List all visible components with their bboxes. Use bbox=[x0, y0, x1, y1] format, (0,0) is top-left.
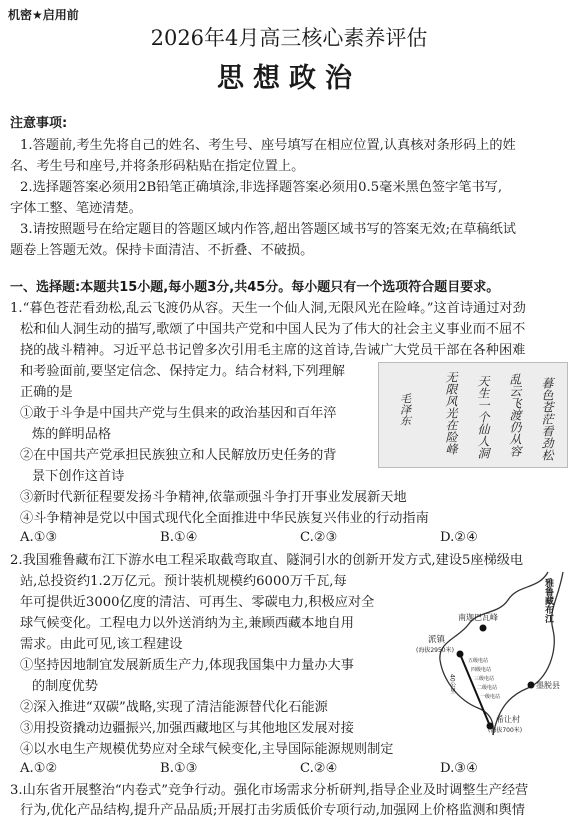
subject-title: 思想政治 bbox=[217, 63, 361, 94]
q1-option-cont: 炼的鲜明品格 bbox=[32, 427, 112, 442]
station-label: 一级电站 bbox=[480, 694, 501, 700]
station-label: 三级电站 bbox=[474, 676, 495, 682]
confidential-label: 机密★启用前 bbox=[8, 8, 79, 22]
river-map bbox=[398, 570, 570, 746]
section-heading: 一、选择题:本题共15小题,每小题3分,共45分。每小题只有一个选项符合题目要求。 bbox=[10, 280, 500, 295]
village-label: 希让村 bbox=[496, 715, 520, 724]
notice-heading: 注意事项: bbox=[10, 116, 68, 131]
q3-stem: 3.山东省开展整治“内卷式”竞争行动。强化市场需求分析研判,指导企业及时调整生产经营 bbox=[10, 783, 529, 798]
q1-stem: 松和仙人洞生动的描写,歌颂了中国共产党和中国人民为了伟大的社会主义事业而不屈不 bbox=[20, 322, 526, 337]
q2-option: ④以水电生产规模优势应对全球气候变化,主导国际能源规则制定 bbox=[20, 742, 394, 757]
q1-answer-d: D.②④ bbox=[440, 530, 478, 545]
q1-option: ③新时代新征程要发扬斗争精神,依靠顽强斗争打开事业发展新天地 bbox=[20, 490, 407, 505]
notice-line: 题卷上答题无效。保持卡面清洁、不折叠、不破损。 bbox=[10, 243, 314, 258]
q1-stem: 1.“暮色苍茫看劲松,乱云飞渡仍从容。天生一个仙人洞,无限风光在险峰。”这首诗通过对劲 bbox=[10, 301, 526, 316]
notice-line: 3.请按照题号在给定题目的答题区域内作答,超出答题区域书写的答案无效;在草稿纸试 bbox=[20, 222, 516, 237]
town-alt-label: (海拔2950米) bbox=[416, 647, 454, 654]
notice-line: 1.答题前,考生先将自己的姓名、考生号、座号填写在相应位置,认真核对条形码上的姓 bbox=[20, 138, 516, 153]
q1-answer-a: A.①③ bbox=[20, 530, 58, 545]
notice-line: 2.选择题答案必须用2B铅笔正确填涂,非选择题答案必须用0.5毫米黑色签字笔书写, bbox=[20, 180, 503, 195]
q1-stem: 和考验面前,要坚定信念、保持定力。结合材料,下列理解 bbox=[20, 364, 345, 379]
town-marker bbox=[457, 651, 464, 658]
q2-option-cont: 的制度优势 bbox=[32, 679, 98, 694]
peak-label: 南迦巴瓦峰 bbox=[458, 613, 498, 622]
q1-option-cont: 景下创作这首诗 bbox=[32, 469, 125, 484]
q1-stem: 挠的战斗精神。习近平总书记曾多次引用毛主席的这首诗,告诫广大党员干部在各种困难 bbox=[20, 343, 526, 358]
q2-answer-c: C.②④ bbox=[300, 761, 338, 776]
q2-answer-b: B.①③ bbox=[160, 761, 198, 776]
q2-stem: 年可提供近3000亿度的清洁、可再生、零碳电力,积极应对全 bbox=[20, 595, 375, 610]
notice-line: 字体工整、笔迹清楚。 bbox=[10, 201, 142, 216]
peak-marker bbox=[480, 625, 487, 632]
q1-option: ②在中国共产党承担民族独立和人民解放历史任务的背 bbox=[20, 448, 337, 463]
calligraphy-col: 毛泽东 bbox=[398, 393, 412, 426]
calligraphy-col: 无限风光在险峰 bbox=[444, 371, 458, 455]
county-marker bbox=[528, 682, 535, 689]
distance-label: 40公里 bbox=[448, 674, 456, 694]
calligraphy-image bbox=[378, 362, 568, 468]
q2-stem: 站,总投资约1.2万亿元。预计装机规模约6000万千瓦,每 bbox=[20, 574, 347, 589]
exam-title: 2026年4月高三核心素养评估 bbox=[150, 26, 428, 50]
q3-stem: 行为,优化产品结构,提升产品品质;开展打击劣质低价专项行动,加强网上价格监测和舆情 bbox=[20, 803, 525, 818]
q1-answer-b: B.①④ bbox=[160, 530, 198, 545]
q2-answer-a: A.①② bbox=[20, 761, 58, 776]
station-label: 二级电站 bbox=[477, 685, 498, 691]
q1-answer-c: C.②③ bbox=[300, 530, 338, 545]
calligraphy-col: 暮色苍茫看劲松 bbox=[540, 377, 554, 461]
q2-option: ①坚持因地制宜发展新质生产力,体现我国集中力量办大事 bbox=[20, 658, 354, 673]
q2-option: ②深入推进“双碳”战略,实现了清洁能源替代化石能源 bbox=[20, 700, 328, 715]
calligraphy-col: 乱云飞渡仍从容 bbox=[508, 373, 522, 457]
county-label: 墨脱县 bbox=[536, 681, 560, 690]
q1-option: ①敢于斗争是中国共产党与生俱来的政治基因和百年淬 bbox=[20, 406, 337, 421]
village-alt-label: (海拔700米) bbox=[488, 727, 523, 734]
q2-option: ③用投资撬动边疆振兴,加强西藏地区与其他地区发展对接 bbox=[20, 721, 354, 736]
q2-stem: 2.我国雅鲁藏布江下游水电工程采取截弯取直、隧洞引水的创新开发方式,建设5座梯级电 bbox=[10, 553, 524, 568]
calligraphy-col: 天生一个仙人洞 bbox=[476, 375, 490, 459]
notice-line: 名、考生号和座号,并将条形码粘贴在指定位置上。 bbox=[10, 159, 305, 174]
station-label: 五级电站 bbox=[468, 658, 489, 664]
q2-answer-d: D.③④ bbox=[440, 761, 478, 776]
station-label: 四级电站 bbox=[471, 667, 492, 673]
q1-option: ④斗争精神是党以中国式现代化全面推进中华民族复兴伟业的行动指南 bbox=[20, 511, 429, 526]
q2-stem: 球气候变化。工程电力以外送消纳为主,兼顾西藏本地自用 bbox=[20, 616, 354, 631]
q1-stem: 正确的是 bbox=[20, 385, 73, 400]
q2-stem: 需求。由此可见,该工程建设 bbox=[20, 637, 183, 652]
town-label: 派镇 bbox=[428, 635, 446, 645]
river-label: 雅鲁藏布江 bbox=[543, 578, 553, 623]
